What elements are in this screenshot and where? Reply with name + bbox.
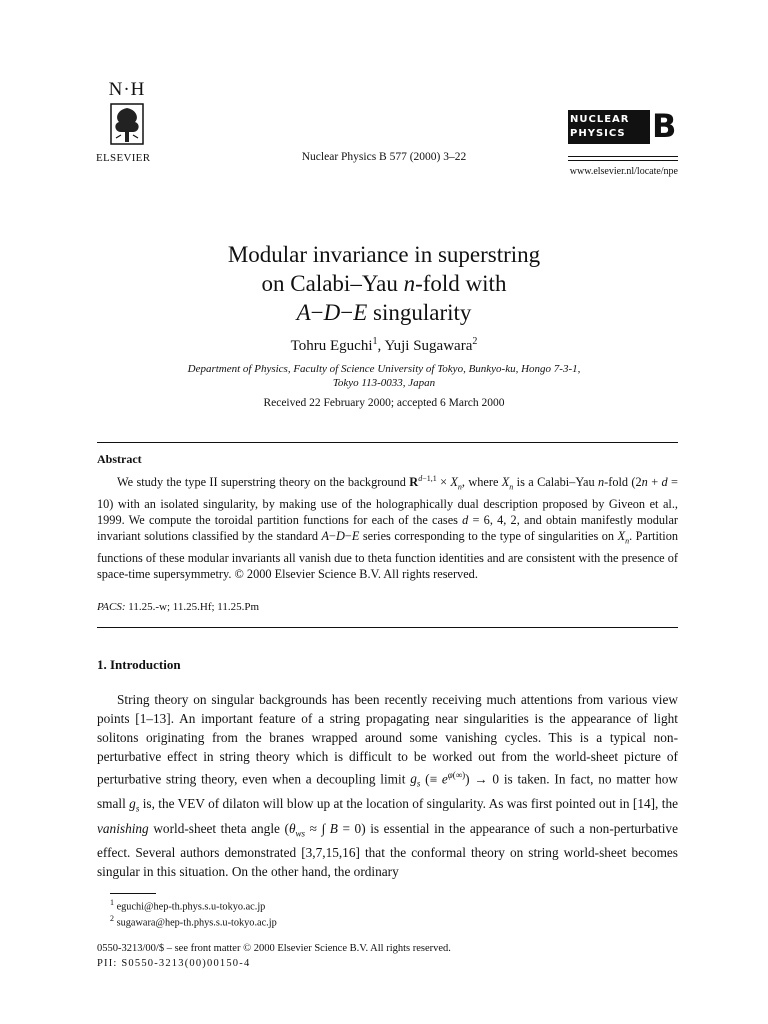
introduction-text: String theory on singular backgrounds has been recently receiving much attentions from various view points [1–13]. An important feature of a string propagating near singularities is the appearance of light solitons originating from the branes wrapped around some vanishing cycles. This is a typical non-perturbative effect in string theory which is difficult to be worked out from the world-sheet picture of perturbative string theory, even when a decoupling limit $g_s$ (≡ $e^{\varphi(\infty)}) \to 0$ is taken. In fact, no matter how small $g_s$ is, the VEV of dilaton will blow up at the location of singularity. As was first pointed out in [14], the vanishing world-sheet theta angle ($\theta_{ws}$ ≈ ∫ B = 0) is essential in the appearance of such a non-perturbative effect. Several authors demonstrated [3,7,15,16] that the conformal theory on string world-sheet becomes singular in this situation. On the other hand, the ordinary (97, 692, 678, 880)
title-line-1: Modular invariance in superstring (227, 242, 541, 267)
author-1: Tohru Eguchi (290, 338, 373, 354)
affiliation (0, 362, 768, 390)
publisher-logo (96, 80, 158, 148)
journal-citation: Nuclear Physics B 577 (2000) 3–22 (301, 151, 467, 163)
journal-logo (568, 107, 678, 145)
header-rule (568, 156, 678, 157)
abstract-heading: Abstract (97, 452, 142, 466)
pacs-codes (97, 601, 259, 613)
section-heading-introduction: 1. Introduction (97, 657, 181, 672)
nh-logo-text: N·H (108, 79, 146, 100)
footnote-1 (110, 898, 265, 912)
header-rule-2 (568, 160, 678, 161)
journal-url[interactable]: www.elsevier.nl/locate/npe (569, 166, 678, 177)
author-2-footnote-mark[interactable]: 2 (472, 336, 478, 347)
affiliation-line-1: Department of Physics, Faculty of Science University of Tokyo, Bunkyo-ku, Hongo 7-3-1, (187, 363, 581, 375)
pacs-values: 11.25.-w; 11.25.Hf; 11.25.Pm (128, 601, 260, 613)
elsevier-tree-icon (107, 102, 147, 148)
received-dates: Received 22 February 2000; accepted 6 March 2000 (263, 397, 505, 409)
footnote-2-email[interactable]: sugawara@hep-th.phys.s.u-tokyo.ac.jp (116, 917, 277, 929)
pii-identifier: PII: S0550-3213(00)00150-4 (97, 958, 251, 969)
article-title (0, 240, 768, 327)
footnote-1-mark: 1 (110, 898, 114, 907)
abstract-text: We study the type II superstring theory on the background $R^{d-1,1} \times X_n$, where $X_n$ is a Calabi–Yau n-fold (2n + d = 10) with an isolated singularity, by making use of the holographically dual description proposed by Giveon et al., 1999. We compute the toroidal partition functions for each of the cases d = 6, 4, 2, and obtain manifestly modular invariant solutions classified by the standard A−D−E series corresponding to the type of singularities on $X_n$. Partition functions of these modular invariants all vanish due to theta function identities and are consistent with the presence of space-time supersymmetry. © 2000 Elsevier Science B.V. All rights reserved. (97, 474, 679, 582)
journal-logo-line2: PHYSICS (570, 128, 626, 139)
affiliation-line-2: Tokyo 113-0033, Japan (332, 377, 436, 389)
abstract-bottom-rule (97, 627, 678, 628)
title-line-2: on Calabi–Yau n-fold with (261, 271, 507, 296)
journal-logo-letter: B (652, 107, 677, 145)
footnote-rule (110, 893, 156, 894)
abstract-top-rule (97, 442, 678, 443)
publisher-name: ELSEVIER (96, 152, 151, 164)
author-1-footnote-mark[interactable]: 1 (372, 336, 378, 347)
front-matter-note: 0550-3213/00/$ – see front matter © 2000 Elsevier Science B.V. All rights reserved. (97, 943, 451, 954)
pacs-label: PACS: (97, 601, 126, 613)
footnote-2-mark: 2 (110, 914, 114, 923)
title-line-3: A−D−E singularity (296, 300, 472, 325)
footnote-2 (110, 914, 277, 928)
footnote-1-email[interactable]: eguchi@hep-th.phys.s.u-tokyo.ac.jp (116, 901, 266, 913)
author-list: Tohru Eguchi$^1$, Yuji Sugawara$^2$ (290, 336, 478, 354)
journal-logo-line1: NUCLEAR (570, 114, 630, 125)
author-2: Yuji Sugawara (384, 338, 473, 354)
